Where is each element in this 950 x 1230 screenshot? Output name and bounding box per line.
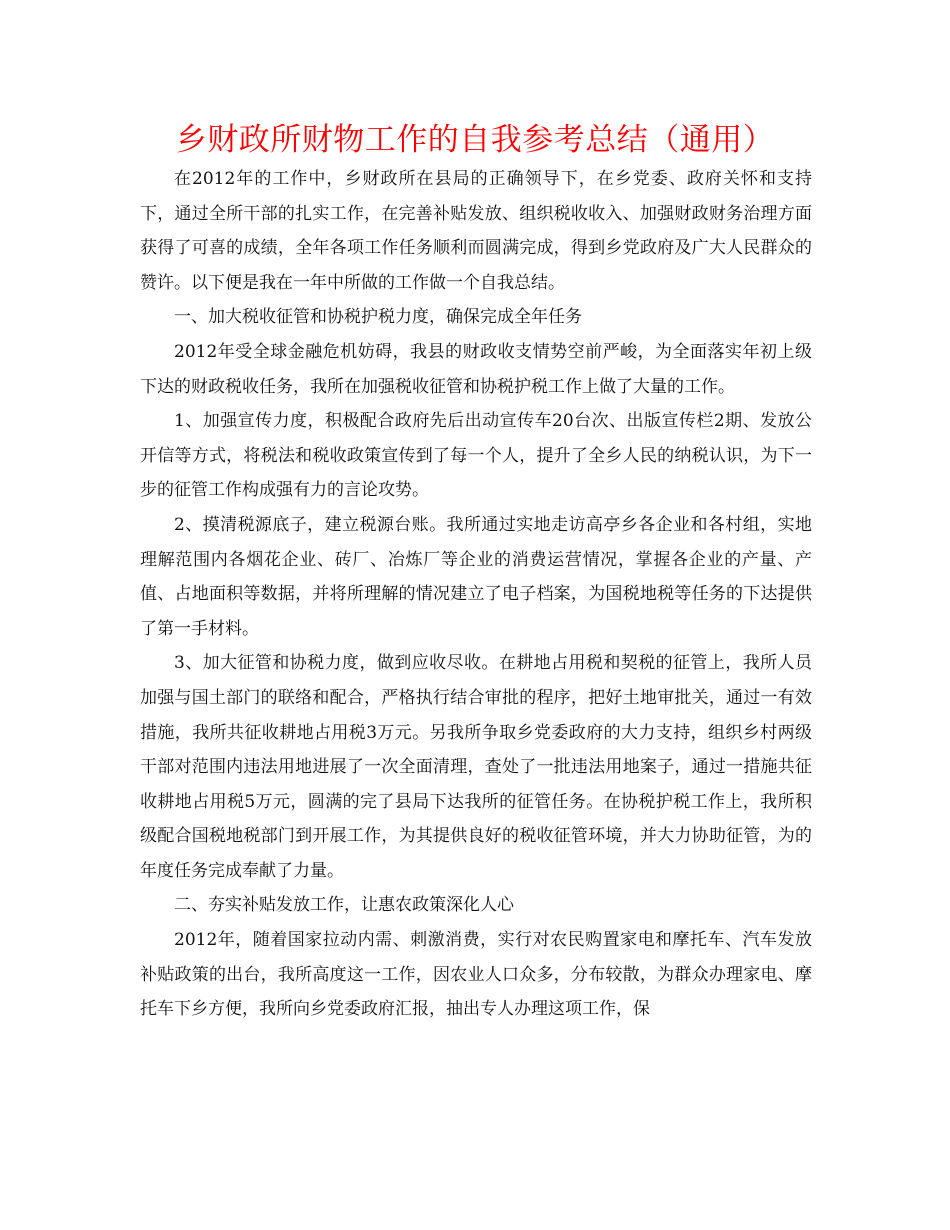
section-heading-1: 一、加大税收征管和协税护税力度，确保完成全年任务	[174, 307, 582, 328]
document-body	[140, 162, 812, 1027]
paragraph-section-2-intro: 2012年，随着国家拉动内需、刺激消费，实行对农民购置家电和摩托车、汽车发放补贴政策的出台，我所高度这一工作，因农业人口众多，分布较散，为群众办理家电、摩托车下乡方便，我所向乡党委政府汇报，抽出专人办理这项工作，保	[140, 930, 812, 1020]
paragraph-section-1-intro: 2012年受全球金融危机妨碍，我县的财政收支情势空前严峻，为全面落实年初上级下达的财政税收任务，我所在加强税收征管和协税护税工作上做了大量的工作。	[140, 341, 812, 397]
section-heading-2: 二、夯实补贴发放工作，让惠农政策深化人心	[174, 895, 514, 916]
paragraph-item-3: 3、加大征管和协税力度，做到应收尽收。在耕地占用税和契税的征管上，我所人员加强与国土部门的联络和配合，严格执行结合审批的程序，把好土地审批关，通过一有效措施，我所共征收耕地占用税3万元。另我所争取乡党委政府的大力支持，组织乡村两级干部对范围内违法用地进展了一次全面清理，查处了一批违法用地案子，通过一措施共征收耕地占用税5万元，圆满的完了县局下达我所的征管任务。在协税护税工作上，我所积级配合国税地税部门到开展工作，为其提供良好的税收征管环境，并大力协助征管，为的年度任务完成奉献了力量。	[140, 653, 812, 881]
document-title: 乡财政所财物工作的自我参考总结（通用）	[175, 122, 775, 158]
paragraph-intro: 在2012年的工作中，乡财政所在县局的正确领导下，在乡党委、政府关怀和支持下，通过全所干部的扎实工作，在完善补贴发放、组织税收收入、加强财政财务治理方面获得了可喜的成绩，全年各项工作任务顺利而圆满完成，得到乡党政府及广大人民群众的赞许。以下便是我在一年中所做的工作做一个自我总结。	[140, 169, 812, 293]
paragraph-item-2: 2、摸清税源底子，建立税源台账。我所通过实地走访高亭乡各企业和各村组，实地理解范围内各烟花企业、砖厂、冶炼厂等企业的消费运营情况，掌握各企业的产量、产值、占地面积等数据，并将所理解的情况建立了电子档案，为国税地税等任务的下达提供了第一手材料。	[140, 514, 812, 639]
paragraph-item-1: 1、加强宣传力度，积极配合政府先后出动宣传车20台次、出版宣传栏2期、发放公开信等方式，将税法和税收政策宣传到了每一个人，提升了全乡人民的纳税认识，为下一步的征管工作构成强有力的言论攻势。	[140, 411, 812, 501]
